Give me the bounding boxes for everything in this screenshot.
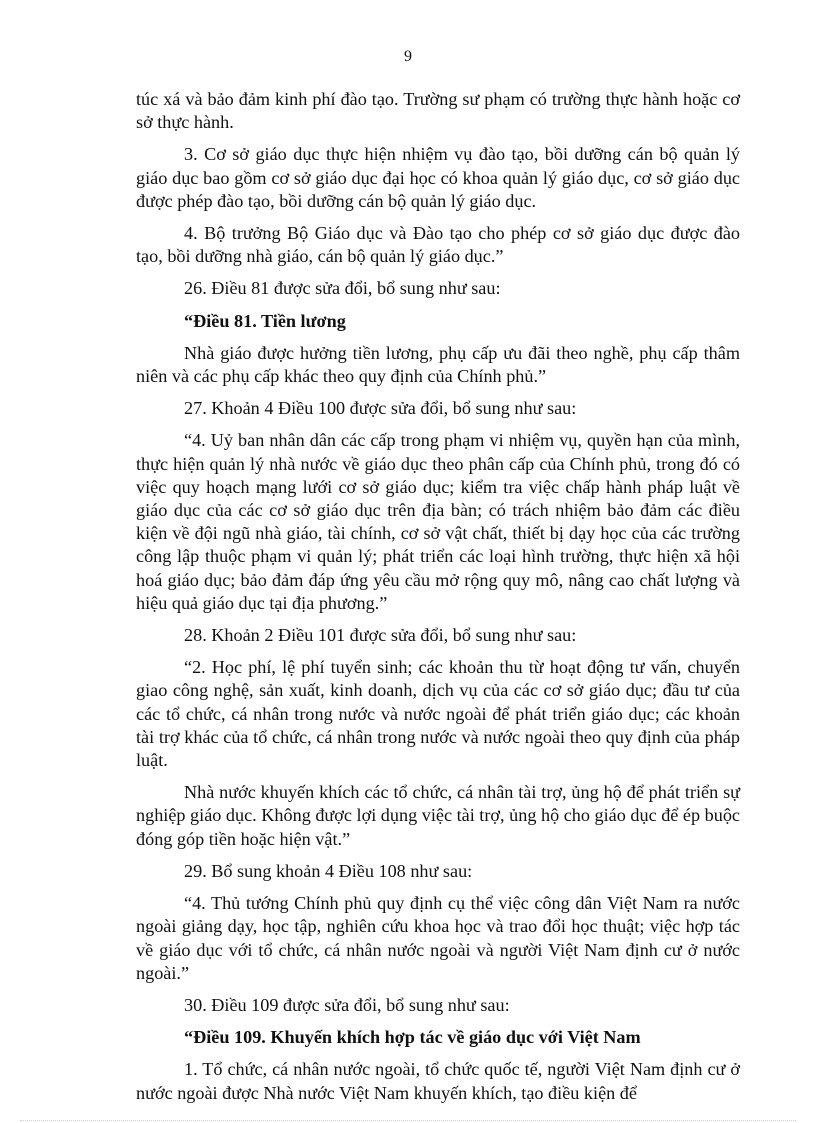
- amendment-item: 27. Khoản 4 Điều 100 được sửa đổi, bổ sung như sau:: [184, 398, 577, 419]
- document-body: [136, 88, 740, 1105]
- paragraph: 1. Tổ chức, cá nhân nước ngoài, tổ chức quốc tế, người Việt Nam định cư ở nước ngoài được Nhà nước Việt Nam khuyến khích, tạo điều kiện để: [136, 1059, 740, 1103]
- paragraph: túc xá và bảo đảm kinh phí đào tạo. Trường sư phạm có trường thực hành hoặc cơ sở thực hành.: [136, 89, 740, 133]
- paragraph: “4. Thủ tướng Chính phủ quy định cụ thể việc công dân Việt Nam ra nước ngoài giảng dạy, học tập, nghiên cứu khoa học và trao đổi học thuật; việc hợp tác về giáo dục với tổ chức, cá nhân nước ngoài và người Việt Nam định cư ở nước ngoài.”: [136, 893, 740, 983]
- amendment-item: 28. Khoản 2 Điều 101 được sửa đổi, bổ sung như sau:: [184, 625, 577, 646]
- page-number: 9: [404, 48, 412, 65]
- paragraph: Nhà giáo được hưởng tiền lương, phụ cấp ưu đãi theo nghề, phụ cấp thâm niên và các phụ cấp khác theo quy định của Chính phủ.”: [136, 342, 740, 387]
- paragraph: 4. Bộ trưởng Bộ Giáo dục và Đào tạo cho phép cơ sở giáo dục được đào tạo, bồi dưỡng nhà giáo, cán bộ quản lý giáo dục.”: [136, 223, 740, 267]
- amendment-item: 30. Điều 109 được sửa đổi, bổ sung như sau:: [184, 994, 510, 1015]
- page-bottom-divider: [20, 1120, 796, 1121]
- paragraph: 3. Cơ sở giáo dục thực hiện nhiệm vụ đào tạo, bồi dưỡng cán bộ quản lý giáo dục bao gồm cơ sở giáo dục đại học có khoa quản lý giáo dục, cơ sở giáo dục được phép đào tạo, bồi dưỡng cán bộ quản lý giáo dục.: [136, 144, 740, 211]
- amendment-item: 29. Bổ sung khoản 4 Điều 108 như sau:: [184, 860, 473, 881]
- paragraph: Nhà nước khuyến khích các tổ chức, cá nhân tài trợ, ủng hộ để phát triển sự nghiệp giáo dục. Không được lợi dụng việc tài trợ, ủng hộ cho giáo dục để ép buộc đóng góp tiền hoặc hiện vật.”: [136, 782, 740, 849]
- article-heading: “Điều 109. Khuyến khích hợp tác về giáo dục với Việt Nam: [184, 1027, 641, 1048]
- amendment-item: 26. Điều 81 được sửa đổi, bổ sung như sau:: [184, 278, 501, 299]
- paragraph: “2. Học phí, lệ phí tuyển sinh; các khoản thu từ hoạt động tư vấn, chuyển giao công nghệ, sản xuất, kinh doanh, dịch vụ của các cơ sở giáo dục; đầu tư của các tổ chức, cá nhân trong nước và nước ngoài để phát triển giáo dục; các khoản tài trợ khác của tổ chức, cá nhân trong nước và nước ngoài theo quy định của pháp luật.: [136, 657, 740, 771]
- article-heading: “Điều 81. Tiền lương: [184, 310, 346, 331]
- paragraph: “4. Uỷ ban nhân dân các cấp trong phạm vi nhiệm vụ, quyền hạn của mình, thực hiện quản lý nhà nước về giáo dục theo phân cấp của Chính phủ, trong đó có việc quy hoạch mạng lưới cơ sở giáo dục; kiểm tra việc chấp hành pháp luật về giáo dục của các cơ sở giáo dục trên địa bàn; có trách nhiệm bảo đảm các điều kiện về đội ngũ nhà giáo, tài chính, cơ sở vật chất, thiết bị dạy học của các trường công lập thuộc phạm vi quản lý; phát triển các loại hình trường, thực hiện xã hội hoá giáo dục; bảo đảm đáp ứng yêu cầu mở rộng quy mô, nâng cao chất lượng và hiệu quả giáo dục tại địa phương.”: [136, 430, 740, 613]
